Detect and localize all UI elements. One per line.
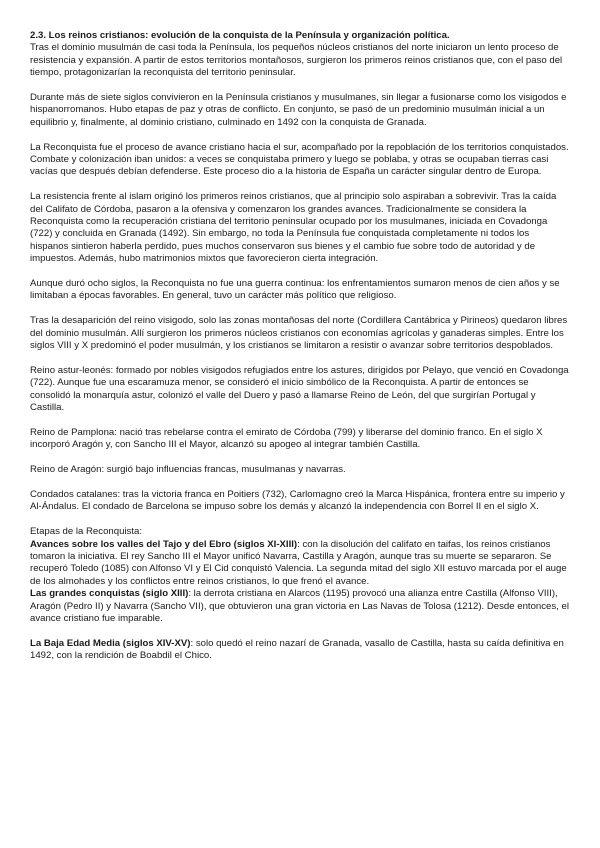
paragraph-northern-nuclei: Tras la desaparición del reino visigodo, solo las zonas montañosas del norte (Cordillera Cantábrica y Pirineos) quedaron libres del dominio musulmán. Allí surgieron los primeros núcleos cristianos con economías agrícolas y ganaderas simples. Entre los siglos VIII y X predominó el poder musulmán, y los cristianos se limitaron a resistir o avanzar sobre territorios despoblados. bbox=[30, 315, 568, 352]
paragraph-aragon: Reino de Aragón: surgió bajo influencias francas, musulmanas y navarras. bbox=[30, 464, 346, 476]
stages-heading: Etapas de la Reconquista: bbox=[30, 526, 143, 538]
stage-text: : con la disolución del califato en taifas, los reinos cristianos tomaron la iniciativa. El rey Sancho III el Mayor unificó Navarra, Castilla y Aragón, aunque tras su muerte se separaron. Se recuperó Toledo (1085) con Alfonso VI y El Cid conquistó Valencia. La segunda mitad del siglo XII estuvo marcada por el auge de los almohades y los conflictos entre reinos cristianos, lo que frenó el avance. bbox=[30, 538, 567, 587]
section-title: 2.3. Los reinos cristianos: evolución de la conquista de la Península y organización política. bbox=[30, 30, 450, 41]
stage-text: : la derrota cristiana en Alarcos (1195) provocó una alianza entre Castilla (Alfonso VIII), Aragón (Pedro II) y Navarra (Sancho VII), que obtuvieron una gran victoria en Las Navas de Tolosa (1212). Desde entonces, el avance cristiano fue imparable. bbox=[30, 588, 569, 624]
paragraph-reconquista-definition: La Reconquista fue el proceso de avance cristiano hacia el sur, acompañado por la repoblación de los territorios conquistados. Combate y colonización iban unidos: a veces se conquistaba primero y luego se poblaba, y otras se ocupaban tierras casi vacías que después debían defenderse. Este proceso dio a la historia de España un carácter singular dentro de Europa. bbox=[30, 141, 569, 178]
intro-paragraph: Tras el dominio musulmán de casi toda la Península, los pequeños núcleos cristianos del norte iniciaron un lento proceso de resistencia y expansión. A partir de estos territorios montañosos, surgieron los primeros reinos cristianos que, con el paso del tiempo, protagonizarían la reconquista del territorio peninsular. bbox=[30, 42, 563, 79]
stage-item bbox=[30, 588, 570, 625]
paragraph-resistance: La resistencia frente al islam originó los primeros reinos cristianos, que al principio solo aspiraban a sobrevivir. Tras la caída del Califato de Córdoba, pasaron a la ofensiva y comenzaron los grandes avances. Tradicionalmente se considera la Reconquista como la recuperación cristiana del territorio peninsular ocupado por los musulmanes, iniciada en Covadonga (722) y concluida en Granada (1492). Sin embargo, no toda la Península fue conquistada completamente ni todos los hispanos sintieron haberla perdido, pues muchos conservaron sus bienes y el cambio fue sobre todo de autoridad y de impuestos. Además, hubo matrimonios mixtos que favorecieron cierta integración. bbox=[30, 191, 557, 265]
stage-text: : solo quedó el reino nazarí de Granada, vasallo de Castilla, hasta su caída definitiva en 1492, con la rendición de Boabdil el Chico. bbox=[30, 637, 564, 662]
paragraph-pamplona: Reino de Pamplona: nació tras rebelarse contra el emirato de Córdoba (799) y liberarse del dominio franco. En el siglo X incorporó Aragón y, con Sancho III el Mayor, alcanzó su apogeo al integrar también Castilla. bbox=[30, 426, 543, 451]
stage-label: La Baja Edad Media (siglos XIV-XV) bbox=[30, 637, 191, 649]
paragraph-catalan-counties: Condados catalanes: tras la victoria franca en Poitiers (732), Carlomagno creó la Marca Hispánica, frontera entre su imperio y Al-Ándalus. El condado de Barcelona se impuso sobre los demás y alcanzó la independencia con Borrel II en el siglo X. bbox=[30, 488, 565, 513]
stage-item bbox=[30, 638, 570, 663]
stage-label: Avances sobre los valles del Tajo y del Ebro (siglos XI-XIII) bbox=[30, 538, 298, 550]
paragraph-duration: Aunque duró ocho siglos, la Reconquista no fue una guerra continua: los enfrentamientos sumaron menos de cien años y se limitaban a épocas favorables. En general, tuvo un carácter más político que religioso. bbox=[30, 278, 560, 302]
paragraph-astur-leones: Reino astur-leonés: formado por nobles visigodos refugiados entre los astures, dirigidos por Pelayo, que venció en Covadonga (722). Aunque fue una escaramuza menor, se consideró el inicio simbólico de la Reconquista. A partir de entonces se consolidó la monarquía astur, colonizó el valle del Duero y pasó a llamarse Reino de León, del que surgirían Portugal y Castilla. bbox=[30, 364, 569, 414]
stage-label: Las grandes conquistas (siglo XIII) bbox=[30, 588, 189, 600]
paragraph-coexistence: Durante más de siete siglos convivieron en la Península cristianos y musulmanes, sin llegar a fusionarse como los visigodos e hispanorromanos. Hubo etapas de paz y otras de conflicto. En conjunto, se pasó de un predominio musulmán inicial a un equilibrio y, finalmente, al dominio cristiano, culminado en 1492 con la conquista de Granada. bbox=[30, 92, 567, 128]
stage-item bbox=[30, 539, 570, 589]
